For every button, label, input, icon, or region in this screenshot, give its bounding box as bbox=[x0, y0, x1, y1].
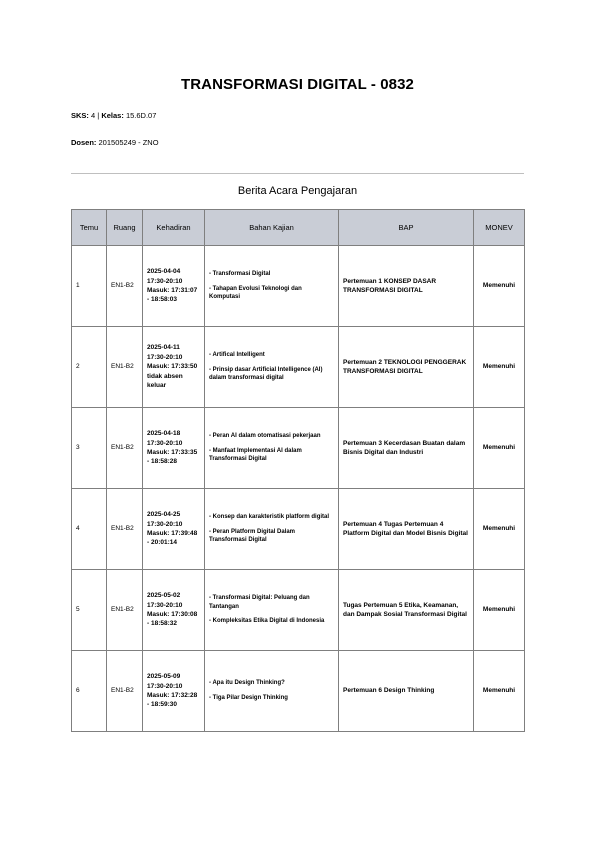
header-kehadiran: Kehadiran bbox=[143, 210, 205, 246]
topic-item: - Konsep dan karakteristik platform digital bbox=[209, 513, 330, 520]
topic-item: - Apa itu Design Thinking? bbox=[209, 680, 285, 687]
cell-bap: Pertemuan 2 TEKNOLOGI PENGGERAK TRANSFORMASI DIGITAL bbox=[339, 327, 474, 408]
topic-item: - Tahapan Evolusi Teknologi dan Komputasi bbox=[209, 285, 302, 301]
cell-ruang: EN1-B2 bbox=[107, 327, 143, 408]
table-row bbox=[72, 651, 525, 732]
cell-kehadiran: 2025-05-02 17:30-20:10 Masuk: 17:30:08 - 18:58:32 bbox=[143, 570, 205, 651]
cell-kehadiran: 2025-05-09 17:30-20:10 Masuk: 17:32:28 - 18:59:30 bbox=[143, 651, 205, 732]
cell-kehadiran: 2025-04-04 17:30-20:10 Masuk: 17:31:07 - 18:58:03 bbox=[143, 246, 205, 327]
sks-label: SKS: bbox=[71, 111, 89, 120]
cell-bahan-kajian bbox=[205, 570, 339, 651]
course-info bbox=[71, 111, 156, 120]
table-row bbox=[72, 327, 525, 408]
topic-item: - Peran AI dalam otomatisasi pekerjaan bbox=[209, 432, 321, 439]
dosen-label: Dosen: bbox=[71, 138, 97, 147]
topic-item: - Prinsip dasar Artificial Intelligence (AI) dalam transformasi digital bbox=[209, 366, 323, 382]
cell-ruang: EN1-B2 bbox=[107, 570, 143, 651]
cell-bahan-kajian bbox=[205, 246, 339, 327]
section-title: Berita Acara Pengajaran bbox=[237, 185, 358, 197]
header-bap: BAP bbox=[339, 210, 474, 246]
cell-bap: Pertemuan 4 Tugas Pertemuan 4 Platform Digital dan Model Bisnis Digital bbox=[339, 489, 474, 570]
cell-monev: Memenuhi bbox=[474, 651, 525, 732]
cell-bap: Pertemuan 6 Design Thinking bbox=[339, 651, 474, 732]
kelas-label: Kelas: bbox=[101, 111, 124, 120]
cell-ruang: EN1-B2 bbox=[107, 408, 143, 489]
cell-bahan-kajian bbox=[205, 327, 339, 408]
header-bahan-kajian: Bahan Kajian bbox=[205, 210, 339, 246]
table-row bbox=[72, 408, 525, 489]
table-row bbox=[72, 246, 525, 327]
separator: | bbox=[97, 111, 100, 120]
cell-kehadiran: 2025-04-11 17:30-20:10 Masuk: 17:33:50 tidak absen keluar bbox=[143, 327, 205, 408]
cell-bap: Tugas Pertemuan 5 Etika, Keamanan, dan Dampak Sosial Transformasi Digital bbox=[339, 570, 474, 651]
cell-monev: Memenuhi bbox=[474, 570, 525, 651]
cell-temu: 1 bbox=[72, 246, 107, 327]
cell-monev: Memenuhi bbox=[474, 489, 525, 570]
topic-item: - Manfaat Implementasi AI dalam Transformasi Digital bbox=[209, 447, 302, 463]
cell-monev: Memenuhi bbox=[474, 408, 525, 489]
topic-item: - Transformasi Digital: Peluang dan Tantangan bbox=[209, 594, 310, 610]
topic-item: - Transformasi Digital bbox=[209, 270, 271, 277]
cell-monev: Memenuhi bbox=[474, 246, 525, 327]
header-ruang: Ruang bbox=[107, 210, 143, 246]
table-row bbox=[72, 570, 525, 651]
cell-bahan-kajian bbox=[205, 651, 339, 732]
cell-temu: 3 bbox=[72, 408, 107, 489]
divider bbox=[71, 173, 524, 174]
cell-ruang: EN1-B2 bbox=[107, 246, 143, 327]
lecturer-info bbox=[71, 138, 159, 147]
cell-kehadiran: 2025-04-18 17:30-20:10 Masuk: 17:33:35 - 18:58:28 bbox=[143, 408, 205, 489]
bap-table bbox=[71, 209, 525, 732]
cell-temu: 6 bbox=[72, 651, 107, 732]
kelas-value: 15.6D.07 bbox=[125, 111, 157, 120]
table-row bbox=[72, 489, 525, 570]
cell-ruang: EN1-B2 bbox=[107, 651, 143, 732]
header-monev: MONEV bbox=[474, 210, 525, 246]
cell-bap: Pertemuan 3 Kecerdasan Buatan dalam Bisnis Digital dan Industri bbox=[339, 408, 474, 489]
topic-item: - Kompleksitas Etika Digital di Indonesia bbox=[209, 618, 325, 625]
cell-ruang: EN1-B2 bbox=[107, 489, 143, 570]
cell-temu: 2 bbox=[72, 327, 107, 408]
cell-kehadiran: 2025-04-25 17:30-20:10 Masuk: 17:39:48 - 20:01:14 bbox=[143, 489, 205, 570]
table-header-row bbox=[72, 210, 525, 246]
page-title: TRANSFORMASI DIGITAL - 0832 bbox=[180, 76, 414, 93]
cell-bap: Pertemuan 1 KONSEP DASAR TRANSFORMASI DIGITAL bbox=[339, 246, 474, 327]
sks-value: 4 bbox=[91, 111, 96, 120]
header-temu: Temu bbox=[72, 210, 107, 246]
topic-item: - Peran Platform Digital Dalam Transformasi Digital bbox=[209, 528, 296, 544]
topic-item: - Artifical Intelligent bbox=[209, 351, 265, 358]
cell-bahan-kajian bbox=[205, 408, 339, 489]
cell-temu: 4 bbox=[72, 489, 107, 570]
topic-item: - Tiga Pilar Design Thinking bbox=[209, 695, 288, 701]
cell-monev: Memenuhi bbox=[474, 327, 525, 408]
cell-temu: 5 bbox=[72, 570, 107, 651]
cell-bahan-kajian bbox=[205, 489, 339, 570]
dosen-value: 201505249 - ZNO bbox=[98, 138, 159, 147]
